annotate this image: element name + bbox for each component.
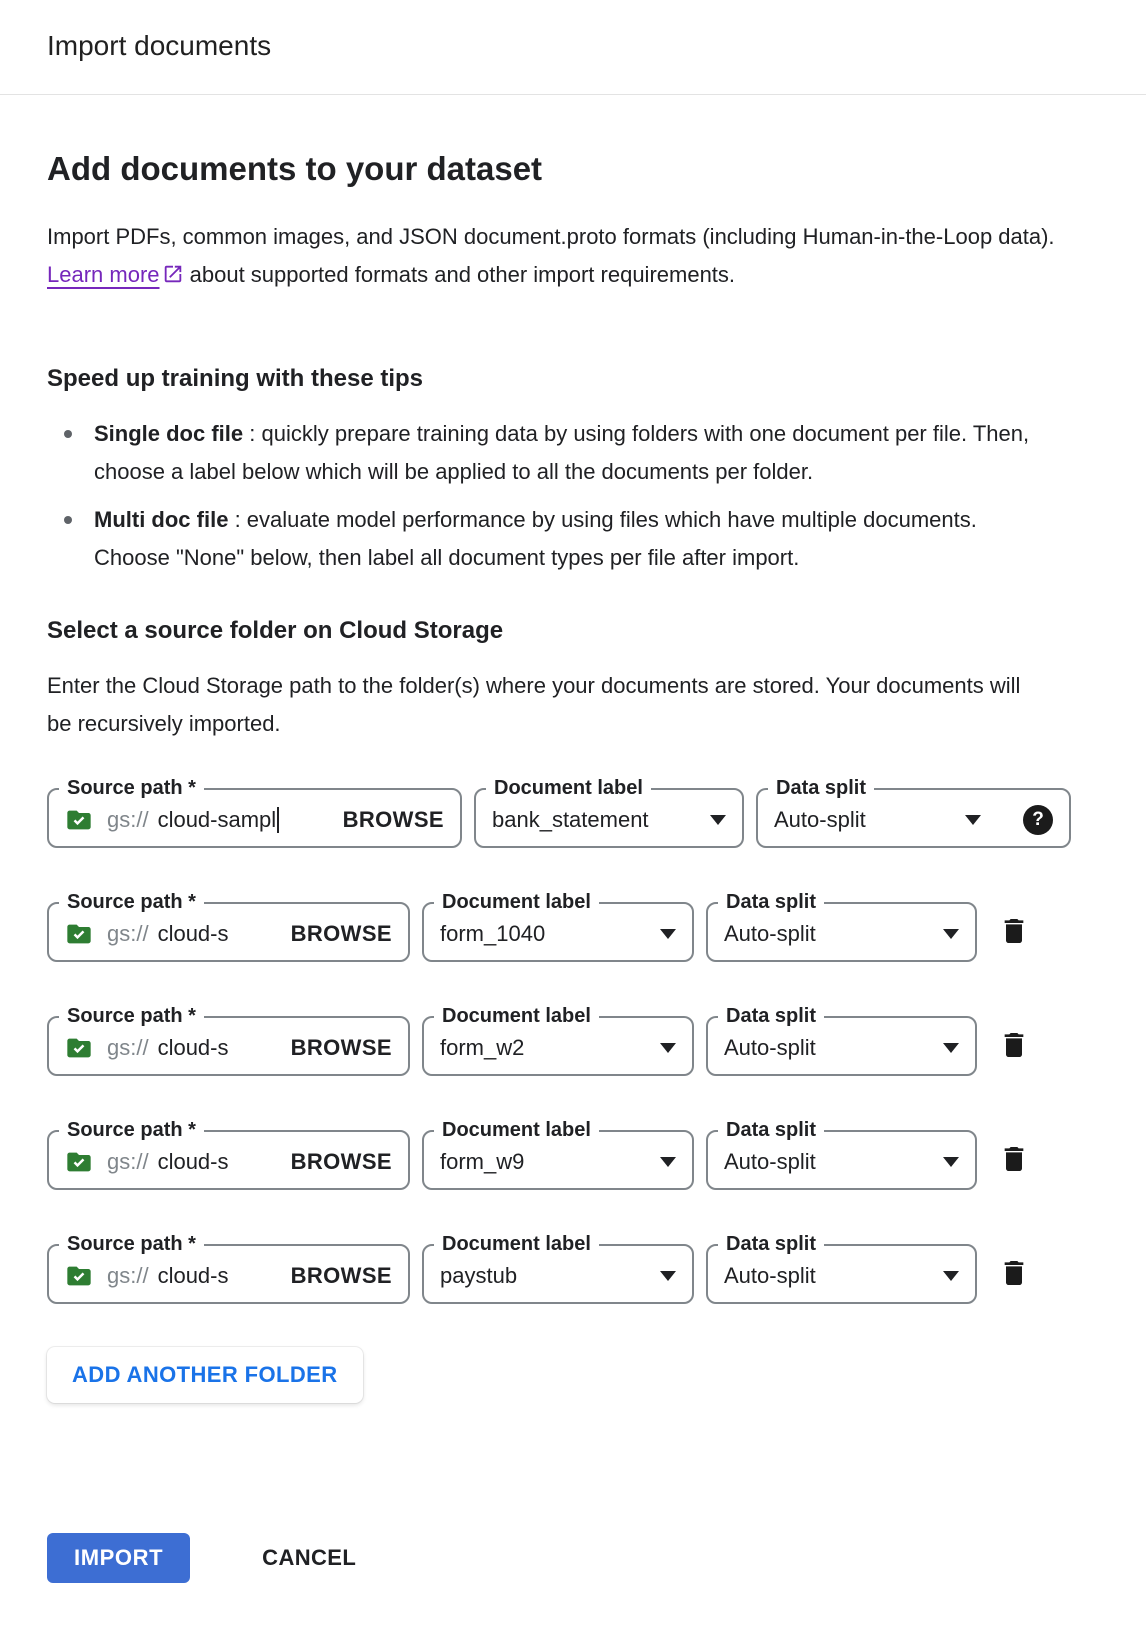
document-label-label: Document label — [442, 1119, 591, 1141]
browse-button[interactable]: BROWSE — [290, 1035, 392, 1060]
delete-row-button[interactable] — [998, 1029, 1030, 1061]
data-split-value: Auto-split — [774, 807, 866, 832]
delete-row-button[interactable] — [998, 915, 1030, 947]
external-link-icon — [162, 259, 184, 297]
dialog-header — [0, 0, 1146, 95]
chevron-down-icon — [660, 929, 676, 939]
chevron-down-icon — [660, 1043, 676, 1053]
document-label-value: form_w9 — [440, 1149, 525, 1174]
intro-text-after: about supported formats and other import requirements. — [183, 262, 736, 287]
tips-list — [47, 415, 1099, 577]
intro-paragraph — [47, 218, 1087, 297]
source-path-input[interactable]: cloud-sampl — [157, 807, 277, 832]
tip-lead: Single doc file — [94, 421, 244, 446]
data-split-label: Data split — [726, 1005, 817, 1027]
data-split-field — [706, 1119, 977, 1190]
data-split-value: Auto-split — [724, 1035, 816, 1060]
browse-button[interactable]: BROWSE — [342, 807, 444, 832]
document-label-field — [422, 891, 694, 962]
document-label-label: Document label — [494, 777, 643, 799]
chevron-down-icon — [943, 1157, 959, 1167]
document-label-select[interactable] — [424, 1028, 692, 1064]
data-split-value: Auto-split — [724, 1149, 816, 1174]
document-label-label: Document label — [442, 1233, 591, 1255]
data-split-field — [706, 891, 977, 962]
document-label-select[interactable] — [476, 800, 742, 836]
delete-row-button[interactable] — [998, 1257, 1030, 1289]
data-split-field — [756, 777, 1071, 848]
source-path-input[interactable]: cloud-s — [157, 921, 229, 946]
tip-text: : evaluate model performance by using files which have multiple documents. Choose "None" below, then label all document types per file after import. — [94, 507, 977, 570]
document-label-select[interactable] — [424, 1142, 692, 1178]
help-icon[interactable]: ? — [1023, 805, 1053, 835]
gs-prefix: gs:// — [107, 921, 149, 946]
chevron-down-icon — [943, 1043, 959, 1053]
data-split-value: Auto-split — [724, 921, 816, 946]
source-path-label: Source path * — [67, 777, 196, 799]
data-split-field — [706, 1005, 977, 1076]
chevron-down-icon — [710, 815, 726, 825]
gs-prefix: gs:// — [107, 1035, 149, 1060]
add-another-folder-button[interactable]: ADD ANOTHER FOLDER — [47, 1347, 363, 1403]
tip-single-doc — [47, 415, 1047, 491]
data-split-label: Data split — [726, 1233, 817, 1255]
learn-more-label: Learn more — [47, 262, 160, 287]
gs-prefix: gs:// — [107, 1149, 149, 1174]
document-label-field — [422, 1119, 694, 1190]
document-label-select[interactable] — [424, 914, 692, 950]
gs-prefix: gs:// — [107, 807, 149, 832]
source-path-field[interactable] — [47, 777, 462, 848]
document-label-field — [474, 777, 744, 848]
source-folder-row — [47, 1119, 1099, 1190]
chevron-down-icon — [943, 929, 959, 939]
chevron-down-icon — [660, 1157, 676, 1167]
source-path-label: Source path * — [67, 1119, 196, 1141]
gs-prefix: gs:// — [107, 1263, 149, 1288]
delete-row-button[interactable] — [998, 1143, 1030, 1175]
source-section-heading: Select a source folder on Cloud Storage — [47, 617, 504, 644]
document-label-value: paystub — [440, 1263, 518, 1288]
browse-button[interactable]: BROWSE — [290, 1149, 392, 1174]
source-path-label: Source path * — [67, 1233, 196, 1255]
data-split-select[interactable] — [708, 1256, 975, 1292]
cancel-button[interactable]: CANCEL — [238, 1533, 380, 1583]
tip-multi-doc — [47, 501, 1047, 577]
source-path-field[interactable] — [47, 1005, 410, 1076]
source-folder-row — [47, 891, 1099, 962]
import-button[interactable]: IMPORT — [47, 1533, 190, 1583]
chevron-down-icon — [965, 815, 981, 825]
text-caret — [277, 807, 279, 833]
document-label-value: form_1040 — [440, 921, 546, 946]
document-label-label: Document label — [442, 1005, 591, 1027]
browse-button[interactable]: BROWSE — [290, 921, 392, 946]
source-path-input[interactable]: cloud-s — [157, 1149, 229, 1174]
document-label-field — [422, 1233, 694, 1304]
folder-check-icon — [65, 1148, 93, 1176]
folder-check-icon — [65, 1034, 93, 1062]
document-label-field — [422, 1005, 694, 1076]
dialog-title: Import documents — [47, 30, 272, 61]
page-title: Add documents to your dataset — [47, 150, 543, 187]
data-split-select[interactable] — [708, 1142, 975, 1178]
source-path-label: Source path * — [67, 1005, 196, 1027]
folder-check-icon — [65, 920, 93, 948]
chevron-down-icon — [943, 1271, 959, 1281]
dialog-actions — [47, 1533, 1099, 1583]
data-split-select[interactable] — [758, 800, 1069, 836]
data-split-label: Data split — [776, 777, 867, 799]
source-folder-row — [47, 1233, 1099, 1304]
source-folder-row — [47, 777, 1099, 848]
data-split-select[interactable] — [708, 1028, 975, 1064]
chevron-down-icon — [660, 1271, 676, 1281]
document-label-value: bank_statement — [492, 807, 649, 832]
source-folder-row — [47, 1005, 1099, 1076]
folder-check-icon — [65, 1262, 93, 1290]
source-path-input[interactable]: cloud-s — [157, 1263, 229, 1288]
document-label-value: form_w2 — [440, 1035, 525, 1060]
document-label-select[interactable] — [424, 1256, 692, 1292]
source-path-field[interactable] — [47, 1233, 410, 1304]
source-path-field[interactable] — [47, 891, 410, 962]
data-split-field — [706, 1233, 977, 1304]
source-path-label: Source path * — [67, 891, 196, 913]
source-section-description: Enter the Cloud Storage path to the folder(s) where your documents are stored. Your documents will be recursively imported. — [47, 673, 1021, 736]
tips-heading: Speed up training with these tips — [47, 365, 424, 392]
data-split-label: Data split — [726, 1119, 817, 1141]
source-path-input[interactable]: cloud-s — [157, 1035, 229, 1060]
data-split-label: Data split — [726, 891, 817, 913]
learn-more-link[interactable] — [47, 262, 160, 287]
data-split-select[interactable] — [708, 914, 975, 950]
import-form — [0, 95, 1146, 1623]
browse-button[interactable]: BROWSE — [290, 1263, 392, 1288]
data-split-value: Auto-split — [724, 1263, 816, 1288]
document-label-label: Document label — [442, 891, 591, 913]
tip-text: : quickly prepare training data by using folders with one document per file. Then, choose a label below which will be applied to all the documents per folder. — [94, 421, 1030, 484]
intro-text-before: Import PDFs, common images, and JSON document.proto formats (including Human-in-the-Loop data). — [47, 224, 1055, 249]
folder-check-icon — [65, 806, 93, 834]
tip-lead: Multi doc file — [94, 507, 229, 532]
source-path-field[interactable] — [47, 1119, 410, 1190]
